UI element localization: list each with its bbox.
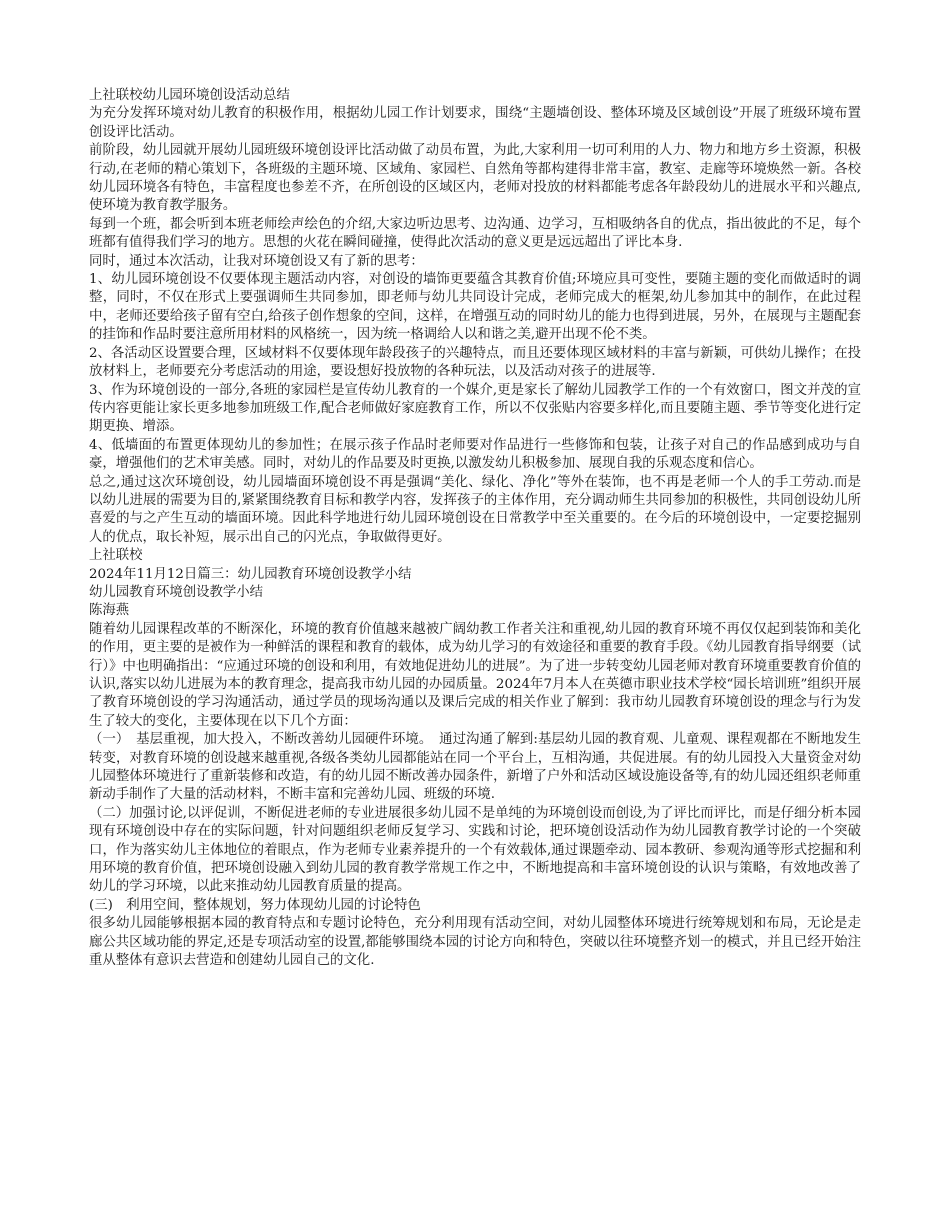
paragraph: 总之,通过这次环境创设，幼儿园墙面环境创设不再是强调“美化、绿化、净化”等外在装饰，也不再是老师一个人的手工劳动.而是以幼儿进展的需要为目的,紧紧围绕教育目标和教学内容，发挥孩子的主体作用，充分调动师生共同参加的积极性，共同创设幼儿所喜爱的与之产生互动的墙面环境。因此科学地进行幼儿园环境创设在日常教学中至关重要的。在今后的环境创设中，一定要挖掘别人的优点，取长补短，展示出自己的闪光点，争取做得更好。 bbox=[89, 474, 861, 545]
paragraph: 前阶段，幼儿园就开展幼儿园班级环境创设评比活动做了动员布置，为此,大家利用一切可利用的人力、物力和地方乡土资源，积极行动,在老师的精心策划下，各班级的主题环境、区域角、家园栏、自然角等都构建得非常丰富，教室、走廊等环境焕然一新。各校幼儿园环境各有特色，丰富程度也参差不齐，在所创设的区域区内，老师对投放的材料都能考虑各年龄段幼儿的进展水平和兴趣点,使环境为教育教学服务。 bbox=[89, 143, 861, 214]
paragraph: 同时，通过本次活动，让我对环境创设又有了新的思考： bbox=[89, 253, 424, 269]
paragraph: 为充分发挥环境对幼儿教育的积极作用，根据幼儿园工作计划要求，围绕“主题墙创设、整体环境及区域创设”开展了班级环境布置创设评比活动。 bbox=[89, 106, 861, 140]
list-item: 3、作为环境创设的一部分,各班的家园栏是宣传幼儿教育的一个媒介,更是家长了解幼儿园教学工作的一个有效窗口，图文并茂的宣传内容更能让家长更多地参加班级工作,配合老师做好家庭教育工作，所以不仅张贴内容要多样化,而且要随主题、季节等变化进行定期更换、增添。 bbox=[89, 382, 861, 435]
paragraph: （一） 基层重视，加大投入，不断改善幼儿园硬件环境。 通过沟通了解到:基层幼儿园的教育观、儿童观、课程观都在不断地发生转变，对教育环境的创设越来越重视,各级各类幼儿园都能站在同一个平台上，互相沟通，共促进展。有的幼儿园投入大量资金对幼儿园整体环境进行了重新装修和改造，有的幼儿园不断改善办园条件，新增了户外和活动区域设施设备等,有的幼儿园还组织老师重新动手制作了大量的活动材料，不断丰富和完善幼儿园、班级的环境. bbox=[89, 732, 861, 803]
date-line: 2024年11月12日篇三：幼儿园教育环境创设教学小结 bbox=[89, 566, 412, 582]
document-page bbox=[89, 87, 861, 971]
paragraph: 随着幼儿园课程改革的不断深化，环境的教育价值越来越被广阔幼教工作者关注和重视,幼儿园的教育环境不再仅仅起到装饰和美化的作用，更主要的是被作为一种鲜活的课程和教育的载体，成为幼儿学习的有效途径和重要的教育手段。《幼儿园教育指导纲要（试行）》中也明确指出：“应通过环境的创设和利用，有效地促进幼儿的进展”。为了进一步转变幼儿园老师对教育环境重要教育价值的认识,落实以幼儿进展为本的教育理念，提高我市幼儿园的办园质量。2024年7月本人在英德市职业技术学校“园长培训班”组织开展了教育环境创设的学习沟通活动，通过学员的现场沟通以及课后完成的相关作业了解到：我市幼儿园教育环境创设的理念与行为发生了较大的变化，主要体现在以下几个方面： bbox=[89, 621, 861, 729]
document-title: 上社联校幼儿园环境创设活动总结 bbox=[89, 88, 290, 103]
paragraph: 很多幼儿园能够根据本园的教育特点和专题讨论特色，充分利用现有活动空间，对幼儿园整体环境进行统筹规划和布局，无论是走廊公共区域功能的界定,还是专项活动室的设置,都能够围绕本园的讨论方向和特色，突破以往环境整齐划一的模式，并且已经开始注重从整体有意识去营造和创建幼儿园自己的文化. bbox=[89, 916, 861, 969]
list-item: 1、幼儿园环境创设不仅要体现主题活动内容，对创设的墙饰更要蕴含其教育价值;环境应具可变性，要随主题的变化而做适时的调整，同时，不仅在形式上要强调师生共同参加，即老师与幼儿共同设计完成，老师完成大的框架,幼儿参加其中的制作，在此过程中，老师还要给孩子留有空白,给孩子创作想象的空间，这样，在增强互动的同时幼儿的能力也得到进展，另外，在展现与主题配套的挂饰和作品时要注意所用材料的风格统一，因为统一格调给人以和谐之美,避开出现不伦不类。 bbox=[89, 272, 861, 343]
paragraph: 每到一个班，都会听到本班老师绘声绘色的介绍,大家边听边思考、边沟通、边学习，互相吸纳各自的优点，指出彼此的不足，每个班都有值得我们学习的地方。思想的火花在瞬间碰撞，使得此次活动的意义更是远远超出了评比本身. bbox=[89, 216, 861, 251]
list-item: 4、低墙面的布置更体现幼儿的参加性；在展示孩子作品时老师要对作品进行一些修饰和包装，让孩子对自己的作品感到成功与自豪，增强他们的艺术审美感。同时，对幼儿的作品要及时更换,以激发幼儿积极参加、展现自我的乐观态度和信心。 bbox=[89, 437, 861, 472]
section-title: 幼儿园教育环境创设教学小结 bbox=[89, 584, 264, 600]
section-heading: (三) 利用空间，整体规划，努力体现幼儿园的讨论特色 bbox=[89, 897, 421, 913]
paragraph: （二）加强讨论,以评促训，不断促进老师的专业进展很多幼儿园不是单纯的为环境创设而创设,为了评比而评比，而是仔细分析本园现有环境创设中存在的实际问题，针对问题组织老师反复学习、实践和讨论，把环境创设活动作为幼儿园教育教学讨论的一个突破口，作为落实幼儿主体地位的着眼点，作为老师专业素养提升的一个有效载体,通过课题牵动、园本教研、参观沟通等形式挖掘和利用环境的教育价值，把环境创设融入到幼儿园的教育教学常规工作之中，不断地提高和丰富环境创设的认识与策略，有效地改善了幼儿的学习环境，以此来推动幼儿园教育质量的提高。 bbox=[89, 805, 861, 895]
author: 陈海燕 bbox=[89, 603, 130, 619]
list-item: 2、各活动区设置要合理，区域材料不仅要体现年龄段孩子的兴趣特点，而且还要体现区域材料的丰富与新颖，可供幼儿操作；在投放材料上，老师要充分考虑活动的用途，要设想好投放物的各种玩法，以及活动对孩子的进展等. bbox=[89, 345, 861, 380]
signature: 上社联校 bbox=[89, 548, 143, 564]
